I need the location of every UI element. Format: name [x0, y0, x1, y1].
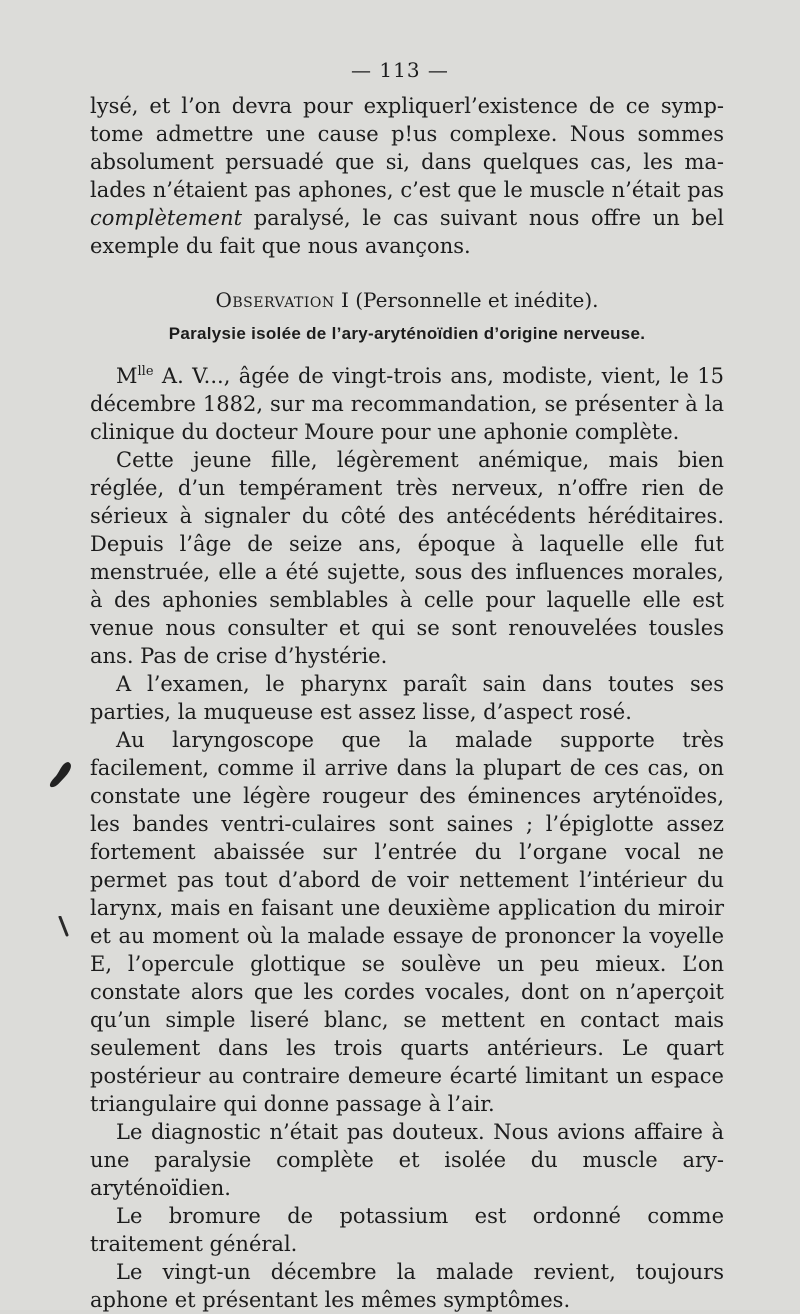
- observation-subtitle: Paralysie isolée de l’ary-aryténoïdien d’origine nerveuse.: [168, 324, 646, 343]
- paragraph: Le diagnostic n’était pas douteux. Nous avions affaire à une paralysie complète et isolée du muscle ary-aryténoïdien.: [90, 1120, 724, 1200]
- observation-title: Observation I (Personnelle et inédite).: [215, 288, 599, 312]
- emphasis-text: complètement: [90, 206, 243, 230]
- ink-tick-mark: [58, 916, 70, 938]
- patient-paragraph: $M^{lle}$ A. V..., âgée de vingt-trois ans, modiste, vient, le 15 décembre 1882, sur ma recommandation, se présenter à la clinique du docteur Moure pour une aphonie complète.: [90, 364, 724, 444]
- paragraph: Le vingt-un décembre la malade revient, toujours aphone et présentant les mêmes symptômes.: [90, 1260, 724, 1312]
- paragraph: Au laryngoscope que la malade supporte très facilement, comme il arrive dans la plupart de ces cas, on constate une légère rougeur des éminences aryténoïdes, les bandes ventri-culaires sont saines ; l’épiglotte assez fortement abaissée sur l’entrée du l’organe vocal ne permet pas tout d’abord de voir nettement l’intérieur du larynx, mais en faisant une deuxième application du miroir et au moment où la malade essaye de prononcer la voyelle E, l’opercule glottique se soulève un peu mieux. L’on constate alors que les cordes vocales, dont on n’aperçoit qu’un simple liseré blanc, se mettent en contact mais seulement dans les trois quarts antérieurs. Le quart postérieur au contraire demeure écarté limitant un espace triangulaire qui donne passage à l’air.: [90, 728, 724, 1116]
- ink-blot-mark: [48, 760, 74, 790]
- paragraph: Le bromure de potassium est ordonné comme traitement général.: [90, 1204, 724, 1256]
- paragraph: A l’examen, le pharynx paraît sain dans toutes ses parties, la muqueuse est assez lisse, d’aspect rosé.: [90, 672, 724, 724]
- page-number: — 113 —: [351, 58, 449, 82]
- intro-paragraph: lysé, et l’on devra pour expliquerl’existence de ce symp-tome admettre une cause p!us complexe. Nous sommes absolument persuadé que si, dans quelques cas, les ma-lades n’étaient pas aphones, c’est que le muscle n’était pas complètement paralysé, le cas suivant nous offre un bel exemple du fait que nous avançons.: [90, 94, 724, 258]
- page-text: [90, 92, 724, 1314]
- paragraph: Cette jeune fille, légèrement anémique, mais bien réglée, d’un tempérament très nerveux, n’offre rien de sérieux à signaler du côté des antécédents héréditaires. Depuis l’âge de seize ans, époque à laquelle elle fut menstruée, elle a été sujette, sous des influences morales, à des aphonies semblables à celle pour laquelle elle est venue nous consulter et qui se sont renouvelées tousles ans. Pas de crise d’hystérie.: [90, 448, 724, 668]
